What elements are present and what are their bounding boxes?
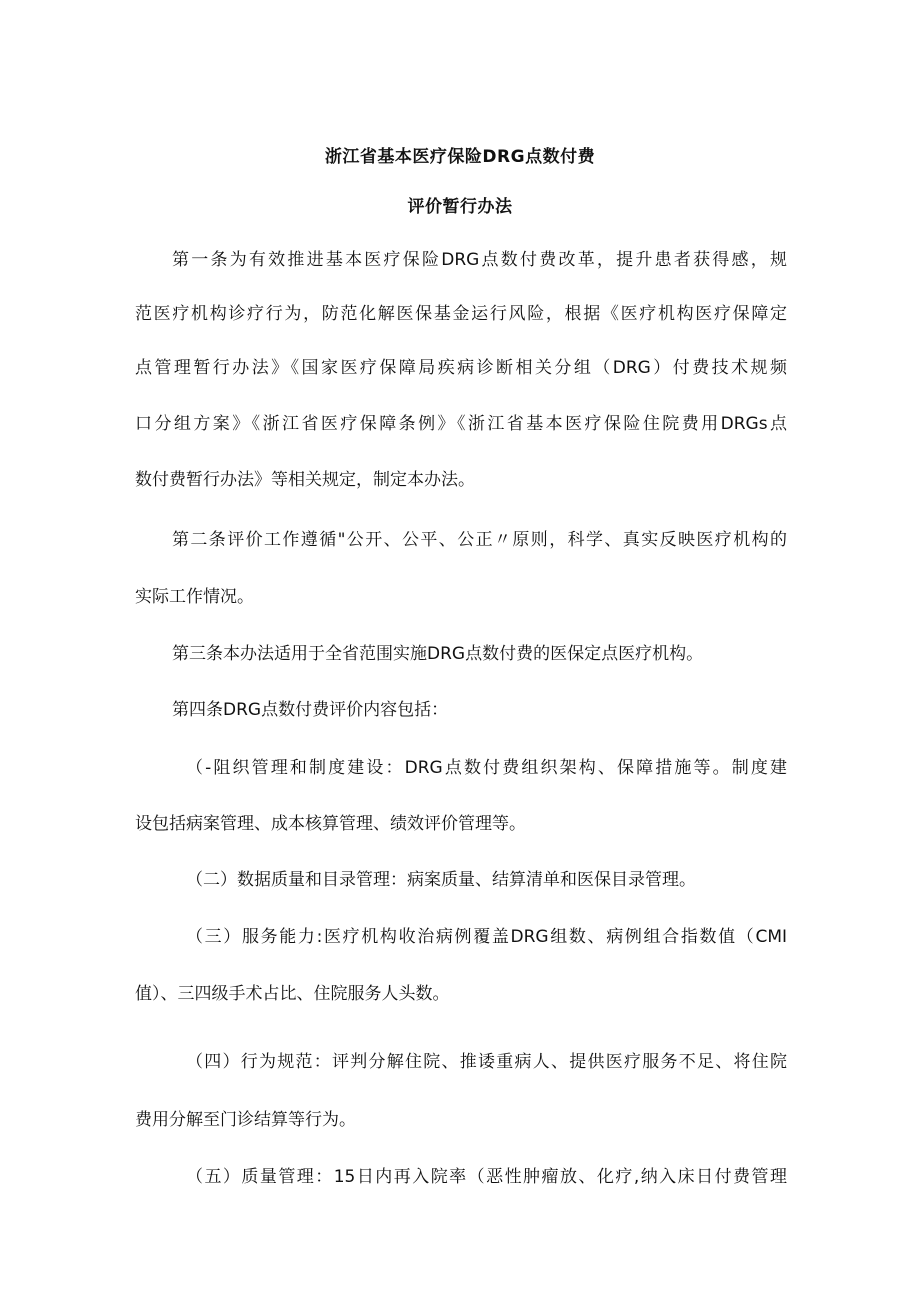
article-4-heading: 第四条DRG点数付费评价内容包括：	[172, 700, 449, 720]
article-1-line-5: 数付费暂行办法》等相关规定，制定本办法。	[135, 470, 475, 490]
article-2-line-1: 第二条评价工作遵循"公开、公平、公正〃原则，科学、真实反映医疗机构的	[172, 530, 787, 550]
item-1-line-1: （-阻织管理和制度建设：DRG点数付费组织架构、保障措施等。制度建	[186, 758, 787, 778]
document-title: 浙江省基本医疗保险DRG点数付费	[324, 147, 596, 167]
article-1-line-4: 口分组方案》《浙江省医疗保障条例》《浙江省基本医疗保险住院费用DRGs点	[135, 414, 787, 434]
item-4-line-1: （四）行为规范：评判分解住院、推诿重病人、提供医疗服务不足、将住院	[186, 1052, 787, 1072]
article-1-line-2: 范医疗机构诊疗行为，防范化解医保基金运行风险，根据《医疗机构医疗保障定	[135, 304, 787, 324]
article-1-line-3: 点管理暂行办法》《国家医疗保障局疾病诊断相关分组（DRG）付费技术规频	[135, 358, 787, 378]
item-3-line-2: 值）、三四级手术占比、住院服务人头数。	[135, 984, 450, 1004]
article-3-line-1: 第三条本办法适用于全省范围实施DRG点数付费的医保定点医疗机构。	[172, 644, 704, 664]
article-2-line-2: 实际工作情况。	[135, 587, 254, 607]
item-1-line-2: 设包括病案管理、成本核算管理、绩效评价管理等。	[135, 814, 526, 834]
item-5-line-1: （五）质量管理：15日内再入院率（恶性肿瘤放、化疗,纳入床日付费管理	[186, 1167, 787, 1187]
article-1-line-1: 第一条为有效推进基本医疗保险DRG点数付费改革，提升患者获得感，规	[172, 250, 787, 270]
document-subtitle: 评价暂行办法	[407, 197, 513, 217]
item-4-line-2: 费用分解至门诊结算等行为。	[135, 1110, 356, 1130]
item-3-line-1: （三）服务能力:医疗机构收治病例覆盖DRG组数、病例组合指数值（CMI	[186, 927, 787, 947]
item-2-line-1: （二）数据质量和目录管理：病案质量、结算清单和医保目录管理。	[186, 870, 696, 890]
